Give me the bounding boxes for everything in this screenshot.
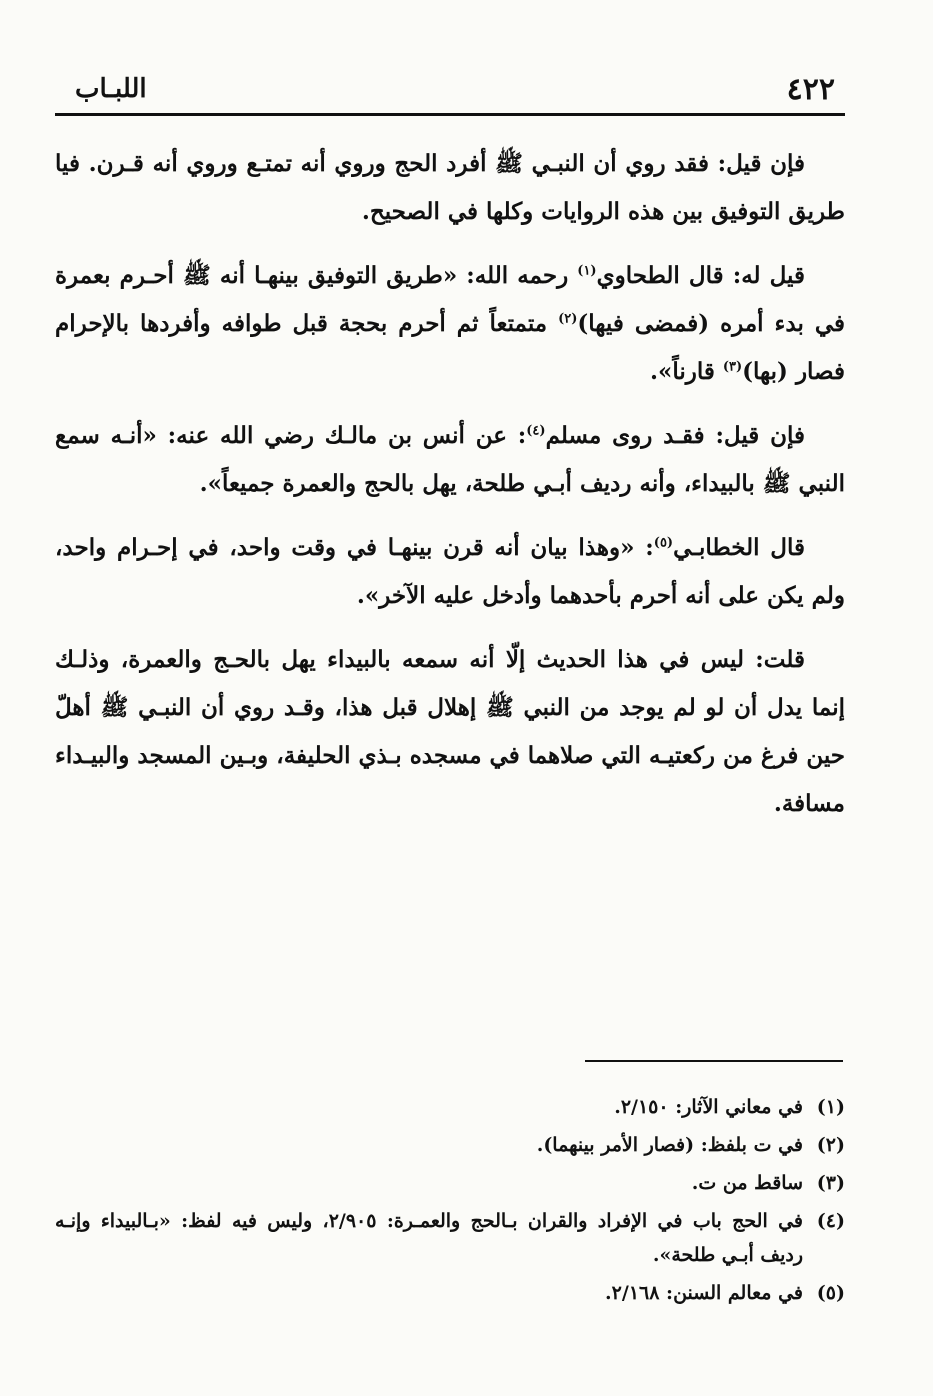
footnote-rule [585, 1060, 843, 1062]
paragraph-text: قلت: ليس في هذا الحديث إلّا أنه سمعه بالبيداء يهل بالحـج والعمرة، وذلـك إنما يدل أن لو لم يوجد من النبي ﷺ إهلال قبل هذا، وقـد روي أن النبـي ﷺ أهلّ حين فرغ من ركعتيـه التي صلاهما في مسجده بـذي الحليفة، وبـين المسجد والبيـداء مسافة. [55, 646, 845, 817]
footnote-marker: (٣) [722, 359, 743, 375]
footnote [55, 1166, 845, 1200]
paragraph-text: فإن قيل: فقـد روى مسلم [545, 422, 805, 449]
footnote-marker: (٥) [653, 535, 674, 551]
paragraph-text: قيل له: قال الطحاوي [596, 262, 805, 289]
footnote [55, 1128, 845, 1162]
footnote [55, 1276, 845, 1310]
footnote [55, 1090, 845, 1124]
footnote-number: (٢) [816, 1134, 845, 1156]
footnote [55, 1204, 845, 1272]
page-header [55, 62, 845, 112]
paragraph-text: متمتعاً ثم أحرم بحجة قبل طوافه وأفردها بالإحرام فصار (بها) [55, 310, 845, 385]
paragraph-text: فإن قيل: فقد روي أن النبـي ﷺ أفرد الحج وروي أنه تمتـع وروي أنه قـرن. فيا طريق التوفيق بين هذه الروايات وكلها في الصحيح. [55, 150, 845, 225]
footnote-text: في معالم السنن: ٢/١٦٨. [605, 1282, 803, 1304]
paragraph [55, 412, 845, 508]
paragraph [55, 252, 845, 396]
footnote-text: في ت بلفظ: (فصار الأمر بينهما). [536, 1134, 803, 1156]
footnote-text: في الحج باب في الإفراد والقران بـالحج والعمـرة: ٢/٩٠٥، وليس فيه لفظ: «بـالبيداء وإنـه رديف أبـي طلحة». [55, 1210, 803, 1266]
footnote-marker: (١) [577, 263, 597, 279]
page-number: ٤٢٢ [786, 72, 835, 107]
paragraph [55, 524, 845, 620]
footnote-text: ساقط من ت. [691, 1172, 803, 1194]
footnote-marker: (٢) [558, 311, 578, 327]
paragraph-text: قارناً». [649, 358, 723, 385]
footnote-number: (٥) [816, 1282, 845, 1304]
footnote-number: (٤) [816, 1210, 845, 1232]
paragraph-text: : عن أنس بن مالـك رضي الله عنه: «أنـه سمع النبي ﷺ بالبيداء، وأنه رديف أبـي طلحة، يهل بالحج والعمرة جميعاً». [55, 422, 845, 497]
main-text [55, 140, 845, 844]
paragraph-text: رحمه الله: «طريق التوفيق بينهـا أنه ﷺ أحـرم بعمرة في بدء أمره (فمضى فيها) [55, 262, 845, 337]
footnote-number: (١) [816, 1096, 845, 1118]
header-rule [55, 113, 845, 116]
running-title: اللبـاب [75, 74, 147, 104]
paragraph-text: : «وهذا بيان أنه قرن بينهـا في وقت واحد، في إحـرام واحد، ولم يكن على أنه أحرم بأحدهما وأدخل عليه الآخر». [55, 534, 845, 609]
paragraph-text: قال الخطابـي [673, 534, 805, 561]
paragraph [55, 636, 845, 828]
paragraph [55, 140, 845, 236]
footnote-text: في معاني الآثار: ٢/١٥٠. [614, 1096, 803, 1118]
footnotes [55, 1090, 845, 1314]
footnote-marker: (٤) [526, 423, 546, 439]
footnote-number: (٣) [816, 1172, 845, 1194]
